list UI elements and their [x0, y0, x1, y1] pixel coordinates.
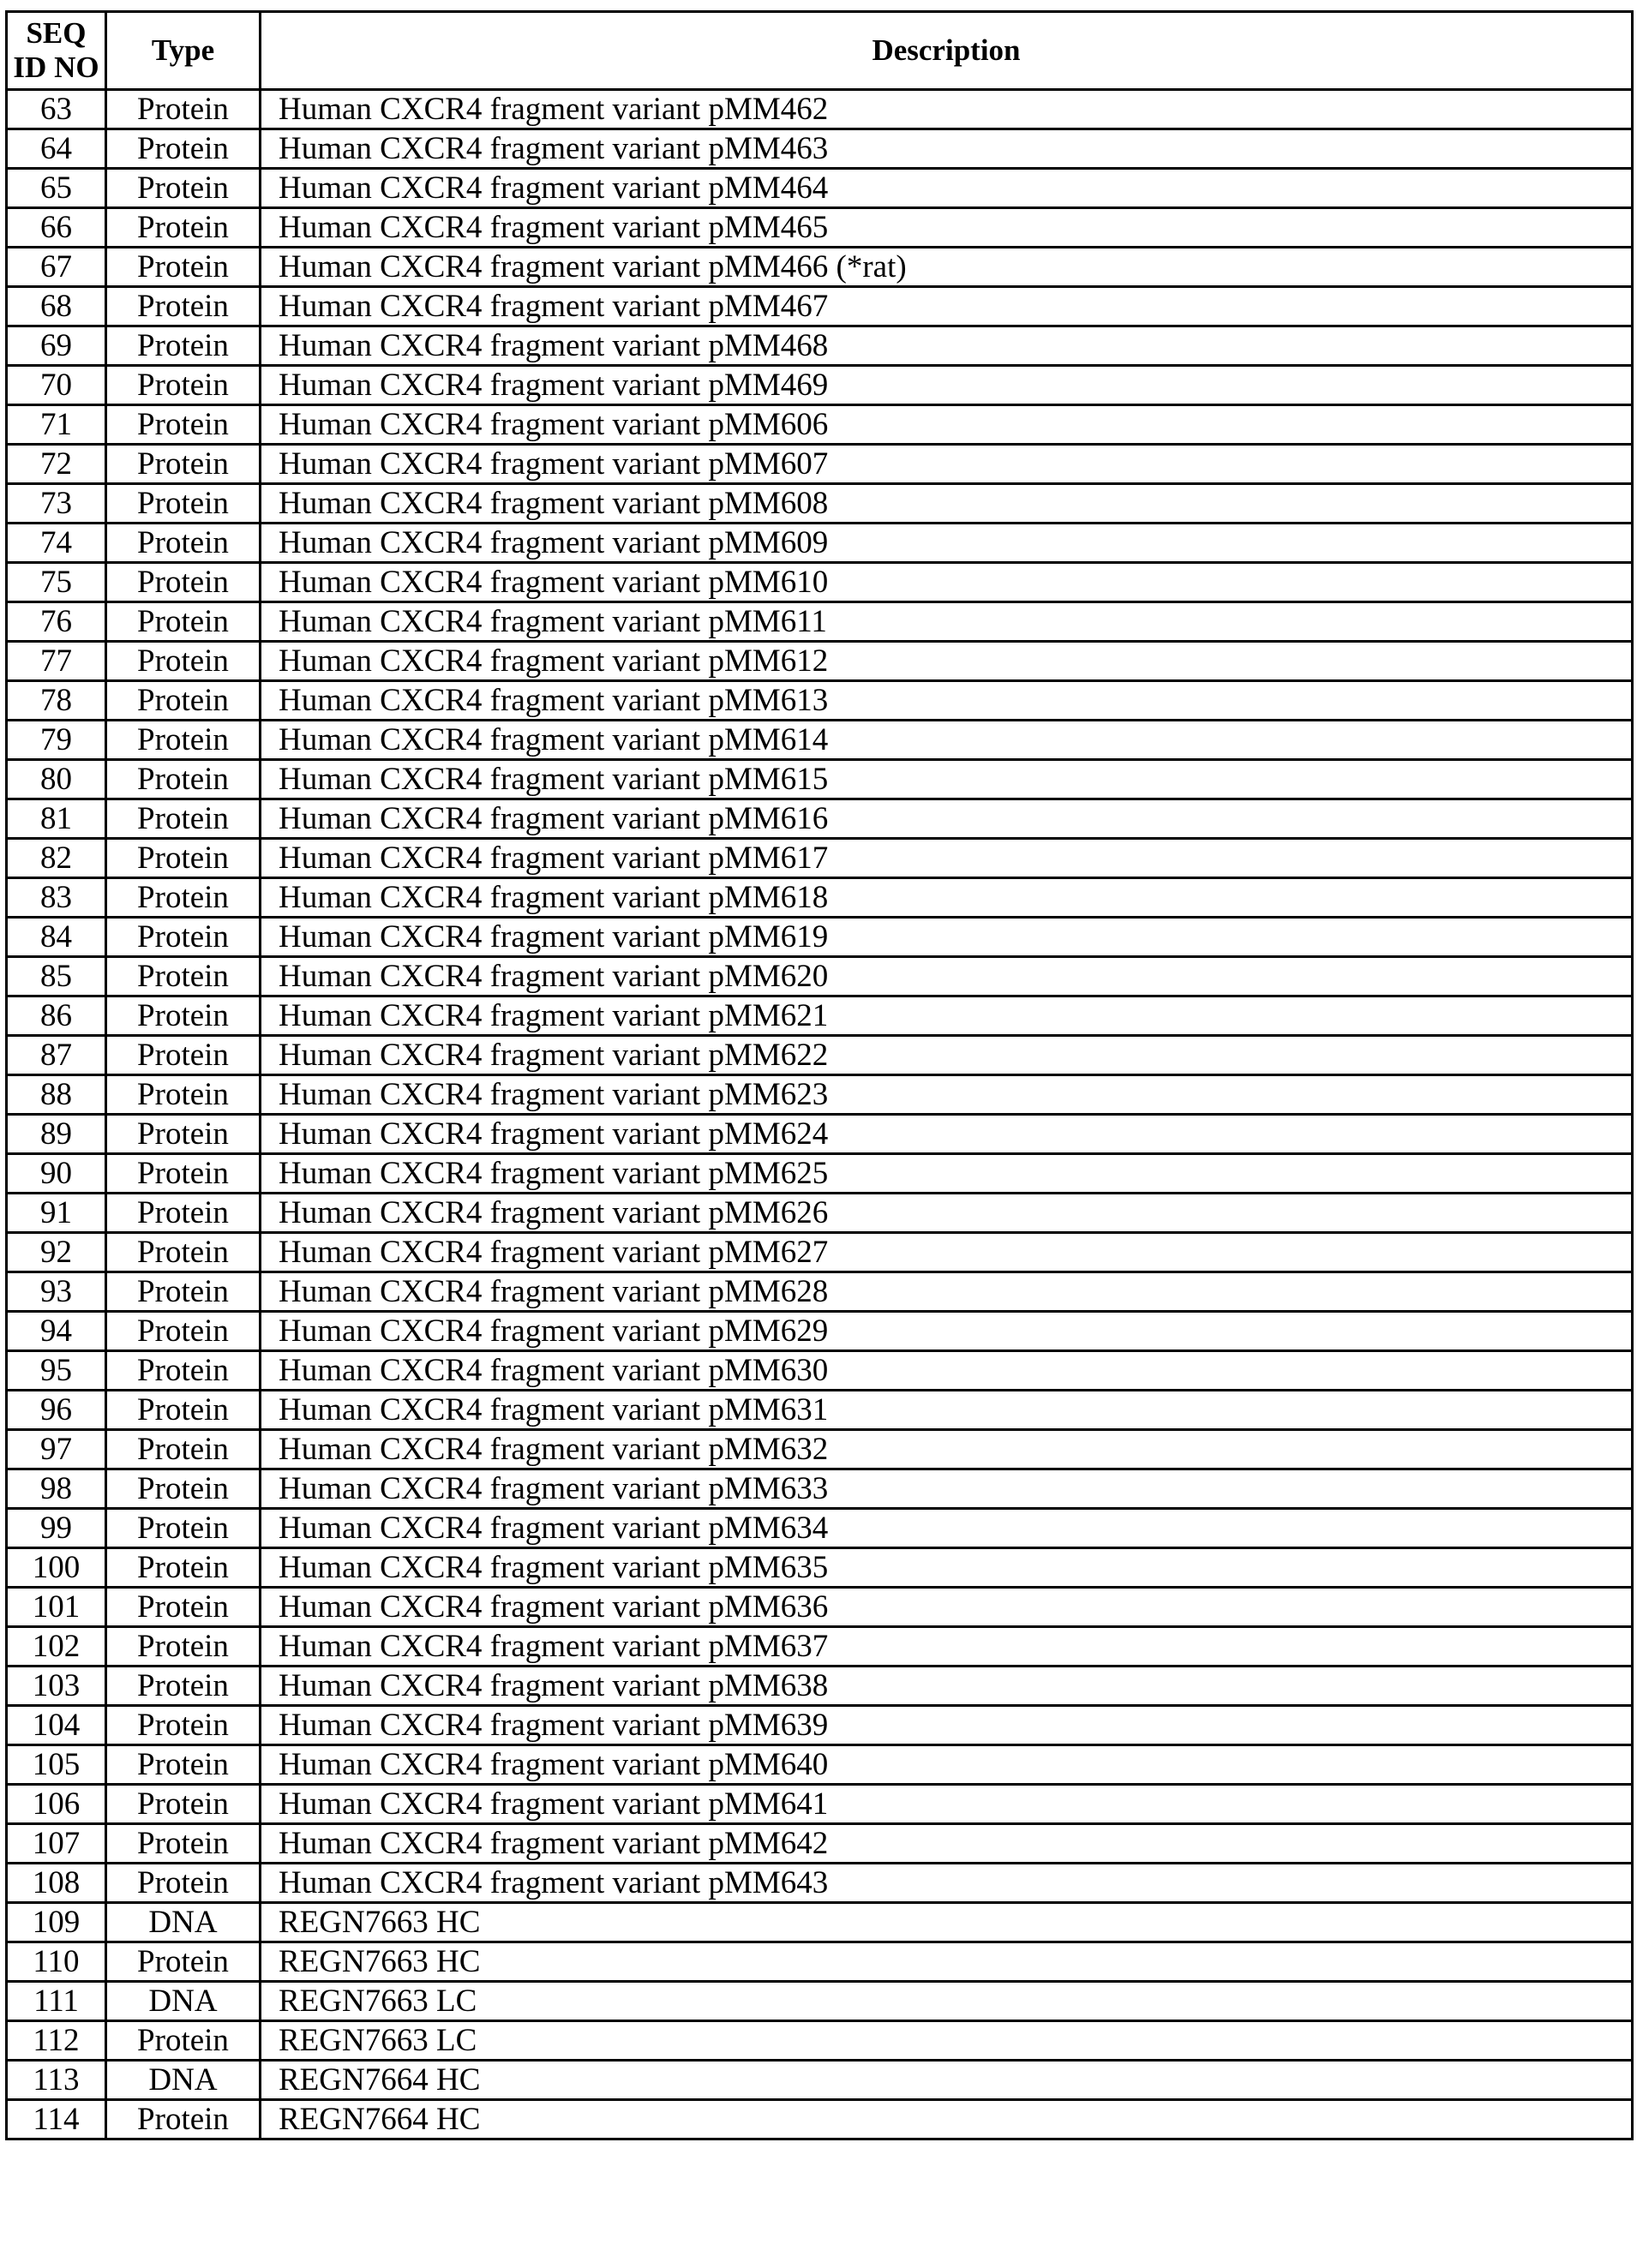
table-row — [7, 1509, 1633, 1548]
table-row — [7, 1272, 1633, 1312]
seq-id-cell: 72 — [7, 445, 106, 484]
description-cell: REGN7663 HC — [261, 1903, 1633, 1942]
description-cell: Human CXCR4 fragment variant pMM464 — [261, 169, 1633, 208]
seq-id-cell: 102 — [7, 1627, 106, 1667]
table-row — [7, 484, 1633, 524]
table-row — [7, 681, 1633, 721]
type-cell: Protein — [106, 799, 261, 839]
type-cell: Protein — [106, 1667, 261, 1706]
table-row — [7, 1391, 1633, 1430]
seq-id-cell: 97 — [7, 1430, 106, 1469]
seq-id-cell: 85 — [7, 957, 106, 996]
type-cell: Protein — [106, 1942, 261, 1982]
description-cell: Human CXCR4 fragment variant pMM465 — [261, 208, 1633, 248]
type-cell: Protein — [106, 1312, 261, 1351]
type-cell: Protein — [106, 996, 261, 1036]
seq-id-cell: 92 — [7, 1233, 106, 1272]
seq-id-cell: 81 — [7, 799, 106, 839]
table-row — [7, 957, 1633, 996]
type-cell: Protein — [106, 1745, 261, 1785]
header-type: Type — [106, 12, 261, 90]
table-row — [7, 2100, 1633, 2139]
seq-id-cell: 105 — [7, 1745, 106, 1785]
description-cell: Human CXCR4 fragment variant pMM613 — [261, 681, 1633, 721]
type-cell: Protein — [106, 1469, 261, 1509]
table-row — [7, 1903, 1633, 1942]
description-cell: Human CXCR4 fragment variant pMM608 — [261, 484, 1633, 524]
table-row — [7, 1942, 1633, 1982]
description-cell: Human CXCR4 fragment variant pMM623 — [261, 1075, 1633, 1115]
seq-id-cell: 63 — [7, 90, 106, 129]
type-cell: Protein — [106, 1824, 261, 1864]
seq-id-cell: 94 — [7, 1312, 106, 1351]
description-cell: Human CXCR4 fragment variant pMM621 — [261, 996, 1633, 1036]
type-cell: Protein — [106, 445, 261, 484]
description-cell: Human CXCR4 fragment variant pMM614 — [261, 721, 1633, 760]
type-cell: Protein — [106, 484, 261, 524]
type-cell: Protein — [106, 1272, 261, 1312]
seq-id-cell: 78 — [7, 681, 106, 721]
table-row — [7, 1075, 1633, 1115]
seq-id-cell: 64 — [7, 129, 106, 169]
description-cell: Human CXCR4 fragment variant pMM637 — [261, 1627, 1633, 1667]
sequence-table — [5, 10, 1634, 2140]
type-cell: Protein — [106, 721, 261, 760]
type-cell: Protein — [106, 760, 261, 799]
description-cell: Human CXCR4 fragment variant pMM469 — [261, 366, 1633, 405]
seq-id-cell: 93 — [7, 1272, 106, 1312]
description-cell: Human CXCR4 fragment variant pMM610 — [261, 563, 1633, 602]
type-cell: Protein — [106, 839, 261, 878]
type-cell: Protein — [106, 1509, 261, 1548]
description-cell: Human CXCR4 fragment variant pMM620 — [261, 957, 1633, 996]
description-cell: Human CXCR4 fragment variant pMM632 — [261, 1430, 1633, 1469]
seq-id-cell: 101 — [7, 1588, 106, 1627]
description-cell: Human CXCR4 fragment variant pMM634 — [261, 1509, 1633, 1548]
seq-id-cell: 113 — [7, 2061, 106, 2100]
header-row — [7, 12, 1633, 90]
description-cell: Human CXCR4 fragment variant pMM468 — [261, 326, 1633, 366]
description-cell: REGN7664 HC — [261, 2061, 1633, 2100]
table-row — [7, 1154, 1633, 1194]
seq-id-cell: 98 — [7, 1469, 106, 1509]
table-row — [7, 445, 1633, 484]
type-cell: Protein — [106, 1115, 261, 1154]
type-cell: Protein — [106, 1548, 261, 1588]
table-row — [7, 602, 1633, 642]
header-description: Description — [261, 12, 1633, 90]
type-cell: Protein — [106, 681, 261, 721]
description-cell: Human CXCR4 fragment variant pMM625 — [261, 1154, 1633, 1194]
type-cell: Protein — [106, 248, 261, 287]
table-row — [7, 1864, 1633, 1903]
description-cell: REGN7664 HC — [261, 2100, 1633, 2139]
table-row — [7, 1312, 1633, 1351]
type-cell: Protein — [106, 1194, 261, 1233]
description-cell: Human CXCR4 fragment variant pMM619 — [261, 918, 1633, 957]
seq-id-cell: 87 — [7, 1036, 106, 1075]
table-row — [7, 169, 1633, 208]
description-cell: Human CXCR4 fragment variant pMM617 — [261, 839, 1633, 878]
seq-id-cell: 84 — [7, 918, 106, 957]
seq-id-cell: 111 — [7, 1982, 106, 2021]
description-cell: Human CXCR4 fragment variant pMM631 — [261, 1391, 1633, 1430]
type-cell: DNA — [106, 1903, 261, 1942]
table-row — [7, 1115, 1633, 1154]
table-row — [7, 799, 1633, 839]
table-row — [7, 1351, 1633, 1391]
seq-id-cell: 112 — [7, 2021, 106, 2061]
table-row — [7, 405, 1633, 445]
seq-id-cell: 100 — [7, 1548, 106, 1588]
table-row — [7, 721, 1633, 760]
table-row — [7, 1548, 1633, 1588]
description-cell: Human CXCR4 fragment variant pMM629 — [261, 1312, 1633, 1351]
seq-id-cell: 69 — [7, 326, 106, 366]
seq-id-cell: 70 — [7, 366, 106, 405]
table-row — [7, 1706, 1633, 1745]
table-row — [7, 1785, 1633, 1824]
table-row — [7, 1667, 1633, 1706]
type-cell: Protein — [106, 918, 261, 957]
type-cell: Protein — [106, 1154, 261, 1194]
seq-id-cell: 68 — [7, 287, 106, 326]
table-row — [7, 760, 1633, 799]
description-cell: Human CXCR4 fragment variant pMM641 — [261, 1785, 1633, 1824]
type-cell: Protein — [106, 1864, 261, 1903]
table-row — [7, 366, 1633, 405]
table-row — [7, 642, 1633, 681]
table-row — [7, 208, 1633, 248]
table-row — [7, 996, 1633, 1036]
description-cell: Human CXCR4 fragment variant pMM635 — [261, 1548, 1633, 1588]
table-row — [7, 1430, 1633, 1469]
seq-id-cell: 89 — [7, 1115, 106, 1154]
seq-id-cell: 76 — [7, 602, 106, 642]
seq-id-cell: 73 — [7, 484, 106, 524]
description-cell: Human CXCR4 fragment variant pMM630 — [261, 1351, 1633, 1391]
table-row — [7, 129, 1633, 169]
table-row — [7, 2061, 1633, 2100]
seq-id-cell: 79 — [7, 721, 106, 760]
table-row — [7, 287, 1633, 326]
seq-id-cell: 103 — [7, 1667, 106, 1706]
seq-id-cell: 114 — [7, 2100, 106, 2139]
description-cell: Human CXCR4 fragment variant pMM616 — [261, 799, 1633, 839]
type-cell: Protein — [106, 1627, 261, 1667]
table-row — [7, 1036, 1633, 1075]
type-cell: Protein — [106, 2021, 261, 2061]
seq-id-cell: 86 — [7, 996, 106, 1036]
type-cell: Protein — [106, 90, 261, 129]
description-cell: REGN7663 LC — [261, 2021, 1633, 2061]
description-cell: Human CXCR4 fragment variant pMM628 — [261, 1272, 1633, 1312]
table-row — [7, 878, 1633, 918]
table-row — [7, 1745, 1633, 1785]
description-cell: Human CXCR4 fragment variant pMM639 — [261, 1706, 1633, 1745]
table-row — [7, 90, 1633, 129]
seq-id-cell: 65 — [7, 169, 106, 208]
table-row — [7, 918, 1633, 957]
table-row — [7, 248, 1633, 287]
seq-id-cell: 91 — [7, 1194, 106, 1233]
table-row — [7, 1588, 1633, 1627]
type-cell: Protein — [106, 366, 261, 405]
description-cell: REGN7663 LC — [261, 1982, 1633, 2021]
description-cell: Human CXCR4 fragment variant pMM467 — [261, 287, 1633, 326]
description-cell: Human CXCR4 fragment variant pMM611 — [261, 602, 1633, 642]
type-cell: Protein — [106, 169, 261, 208]
seq-id-cell: 82 — [7, 839, 106, 878]
type-cell: Protein — [106, 957, 261, 996]
description-cell: Human CXCR4 fragment variant pMM633 — [261, 1469, 1633, 1509]
type-cell: Protein — [106, 129, 261, 169]
description-cell: Human CXCR4 fragment variant pMM612 — [261, 642, 1633, 681]
seq-id-cell: 108 — [7, 1864, 106, 1903]
seq-id-cell: 67 — [7, 248, 106, 287]
description-cell: Human CXCR4 fragment variant pMM463 — [261, 129, 1633, 169]
table-row — [7, 1627, 1633, 1667]
table-body — [7, 90, 1633, 2139]
type-cell: Protein — [106, 326, 261, 366]
seq-id-cell: 88 — [7, 1075, 106, 1115]
type-cell: Protein — [106, 602, 261, 642]
seq-id-cell: 90 — [7, 1154, 106, 1194]
type-cell: Protein — [106, 1233, 261, 1272]
description-cell: Human CXCR4 fragment variant pMM607 — [261, 445, 1633, 484]
type-cell: Protein — [106, 524, 261, 563]
type-cell: Protein — [106, 2100, 261, 2139]
seq-id-cell: 80 — [7, 760, 106, 799]
seq-id-cell: 83 — [7, 878, 106, 918]
description-cell: Human CXCR4 fragment variant pMM462 — [261, 90, 1633, 129]
type-cell: Protein — [106, 878, 261, 918]
table-row — [7, 1982, 1633, 2021]
seq-id-cell: 71 — [7, 405, 106, 445]
description-cell: Human CXCR4 fragment variant pMM615 — [261, 760, 1633, 799]
seq-id-cell: 95 — [7, 1351, 106, 1391]
type-cell: Protein — [106, 287, 261, 326]
description-cell: Human CXCR4 fragment variant pMM606 — [261, 405, 1633, 445]
description-cell: Human CXCR4 fragment variant pMM626 — [261, 1194, 1633, 1233]
table-row — [7, 1233, 1633, 1272]
seq-id-cell: 77 — [7, 642, 106, 681]
description-cell: Human CXCR4 fragment variant pMM627 — [261, 1233, 1633, 1272]
table-row — [7, 2021, 1633, 2061]
type-cell: DNA — [106, 2061, 261, 2100]
description-cell: Human CXCR4 fragment variant pMM466 (*rat) — [261, 248, 1633, 287]
seq-id-cell: 99 — [7, 1509, 106, 1548]
type-cell: Protein — [106, 1036, 261, 1075]
description-cell: Human CXCR4 fragment variant pMM622 — [261, 1036, 1633, 1075]
table-row — [7, 326, 1633, 366]
type-cell: Protein — [106, 563, 261, 602]
type-cell: Protein — [106, 1785, 261, 1824]
header-seq-id: SEQ ID NO — [7, 12, 106, 90]
seq-id-cell: 107 — [7, 1824, 106, 1864]
type-cell: Protein — [106, 1075, 261, 1115]
seq-id-cell: 104 — [7, 1706, 106, 1745]
description-cell: Human CXCR4 fragment variant pMM618 — [261, 878, 1633, 918]
table-row — [7, 524, 1633, 563]
seq-id-cell: 106 — [7, 1785, 106, 1824]
type-cell: Protein — [106, 1351, 261, 1391]
table-row — [7, 563, 1633, 602]
seq-id-cell: 109 — [7, 1903, 106, 1942]
table-row — [7, 839, 1633, 878]
type-cell: Protein — [106, 1588, 261, 1627]
seq-id-cell: 66 — [7, 208, 106, 248]
table-row — [7, 1194, 1633, 1233]
description-cell: Human CXCR4 fragment variant pMM624 — [261, 1115, 1633, 1154]
type-cell: Protein — [106, 642, 261, 681]
type-cell: Protein — [106, 1391, 261, 1430]
type-cell: DNA — [106, 1982, 261, 2021]
type-cell: Protein — [106, 405, 261, 445]
description-cell: Human CXCR4 fragment variant pMM643 — [261, 1864, 1633, 1903]
type-cell: Protein — [106, 208, 261, 248]
table-row — [7, 1469, 1633, 1509]
seq-id-cell: 96 — [7, 1391, 106, 1430]
seq-id-cell: 75 — [7, 563, 106, 602]
description-cell: Human CXCR4 fragment variant pMM609 — [261, 524, 1633, 563]
description-cell: Human CXCR4 fragment variant pMM636 — [261, 1588, 1633, 1627]
table-row — [7, 1824, 1633, 1864]
type-cell: Protein — [106, 1430, 261, 1469]
description-cell: Human CXCR4 fragment variant pMM638 — [261, 1667, 1633, 1706]
seq-id-cell: 110 — [7, 1942, 106, 1982]
description-cell: Human CXCR4 fragment variant pMM642 — [261, 1824, 1633, 1864]
description-cell: Human CXCR4 fragment variant pMM640 — [261, 1745, 1633, 1785]
description-cell: REGN7663 HC — [261, 1942, 1633, 1982]
type-cell: Protein — [106, 1706, 261, 1745]
seq-id-cell: 74 — [7, 524, 106, 563]
